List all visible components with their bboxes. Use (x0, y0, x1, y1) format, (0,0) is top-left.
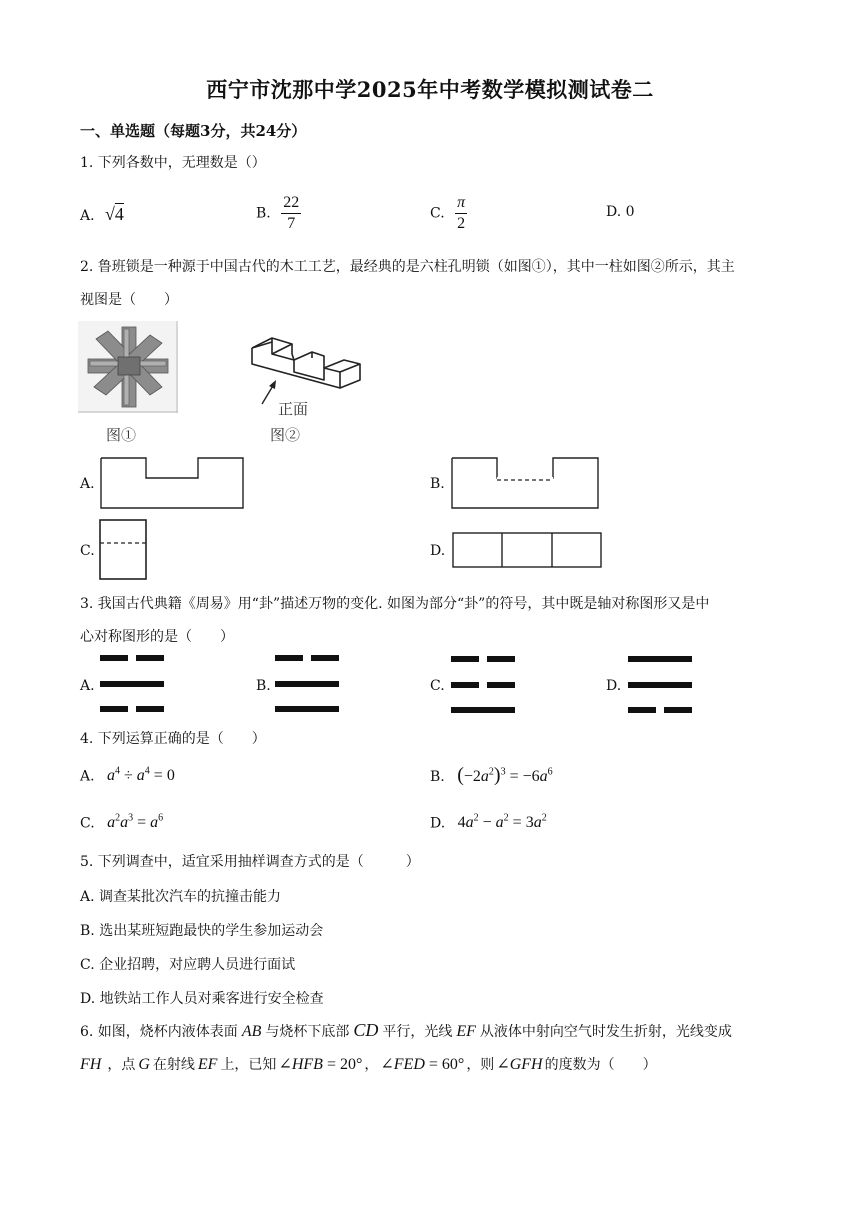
q2-option-b-label: B. (430, 476, 445, 492)
fraction: $\frac{\pi}{2}$ (457, 194, 466, 232)
option-label: C. (430, 205, 445, 222)
q2-option-b-figure (451, 456, 601, 510)
q3-option-c-label: C. (430, 678, 445, 694)
page-title: 西宁市沈那中学2025年中考数学模拟测试卷二 (206, 77, 654, 102)
q2-stem-line1: 2. 鲁班锁是一种源于中国古代的木工工艺，最经典的是六柱孔明锁（如图①），其中一柱如图②所示，其主 (80, 259, 735, 275)
angle-gfh: ∠GFH (496, 1056, 543, 1073)
q5-option-a: A. 调查某批次汽车的抗撞击能力 (80, 889, 282, 905)
option-value: 0 (625, 204, 635, 220)
q2-option-a-figure (100, 456, 246, 510)
q5-stem: 5. 下列调查中，适宜采用抽样调查方式的是（ ） (80, 854, 420, 870)
q4-stem: 4. 下列运算正确的是（ ） (80, 731, 266, 747)
q5-option-d: D. 地铁站工作人员对乘客进行安全检查 (80, 991, 324, 1007)
section-heading: 一、单选题（每题3分，共24分） (80, 122, 307, 140)
q2-option-d-label: D. (430, 543, 446, 559)
fig2-caption: 图② (270, 426, 301, 444)
q3-option-b-trigram (275, 655, 341, 715)
fig1-caption: 图① (106, 426, 137, 444)
q5-option-b: B. 选出某班短跑最快的学生参加运动会 (80, 923, 324, 939)
q3-stem-line1: 3. 我国古代典籍《周易》用“卦”描述万物的变化. 如图为部分“卦”的符号，其中既是轴对称图形又是中 (80, 596, 710, 612)
math-ab: AB (241, 1023, 262, 1040)
option-label: D. (606, 204, 622, 220)
q3-option-a-trigram (100, 655, 166, 715)
math-ef: EF (456, 1023, 476, 1040)
expression: $(-2a^2)^3 = -6a^6$ (457, 764, 553, 786)
q6-stem-line1: 6. 如图，烧杯内液体表面 AB 与烧杯下底部 CD 平行，光线 EF 从液体中射向空气时发生折射，光线变成 (80, 1020, 732, 1040)
q1-option-b (256, 193, 301, 234)
math-fh: FH (80, 1056, 102, 1073)
fig2-front-label: 正面 (278, 400, 309, 418)
q4-option-c (80, 813, 163, 832)
option-label: D. (430, 815, 446, 832)
q2-option-d-figure (452, 532, 604, 570)
option-label: B. (256, 205, 271, 222)
expression: $4a^2 - a^2 = 3a^2$ (457, 813, 547, 832)
q2-option-a-label: A. (80, 476, 95, 492)
q3-option-c-trigram (451, 656, 517, 716)
luban-lock-photo (78, 321, 178, 413)
sqrt-symbol: √4 (105, 204, 124, 224)
math-g: G (138, 1056, 150, 1073)
q1-option-a (80, 204, 124, 225)
option-label: B. (430, 769, 445, 785)
angle-hfb: ∠HFB = 20° (278, 1056, 363, 1073)
q6-stem-line2: FH ，点 G 在射线 EF 上，已知 ∠HFB = 20° ， ∠FED = 60° ，则 ∠GFH 的度数为（ ） (80, 1056, 657, 1073)
q3-stem-line2: 心对称图形的是（ ） (80, 629, 234, 645)
expression: $a^4 \div a^4 = 0$ (107, 766, 175, 785)
angle-fed: ∠FED = 60° (380, 1056, 465, 1073)
q2-stem-line2: 视图是（ ） (80, 292, 178, 308)
q4-option-b (430, 764, 553, 787)
q3-option-d-label: D. (606, 678, 622, 694)
option-label: A. (80, 768, 95, 785)
q3-option-a-label: A. (80, 678, 95, 694)
q3-option-d-trigram (628, 656, 694, 716)
q1-stem: 1. 下列各数中，无理数是（） (80, 155, 266, 171)
q4-option-d (430, 813, 547, 832)
fraction: $\frac{22}{7}$ (283, 194, 300, 232)
radicand: 4 (114, 204, 124, 224)
math-ef2: EF (197, 1056, 218, 1073)
q5-option-c: C. 企业招聘，对应聘人员进行面试 (80, 957, 296, 973)
expression: $a^2a^3 = a^6$ (107, 813, 164, 832)
option-label: C. (80, 815, 95, 832)
q3-option-b-label: B. (256, 678, 271, 694)
q1-option-c (430, 193, 467, 234)
q4-option-a (80, 766, 175, 785)
option-label: A. (80, 208, 95, 224)
math-cd: CD (353, 1020, 379, 1040)
q2-option-c-figure (99, 519, 149, 581)
q2-option-c-label: C. (80, 543, 95, 559)
q1-option-d (606, 204, 635, 220)
